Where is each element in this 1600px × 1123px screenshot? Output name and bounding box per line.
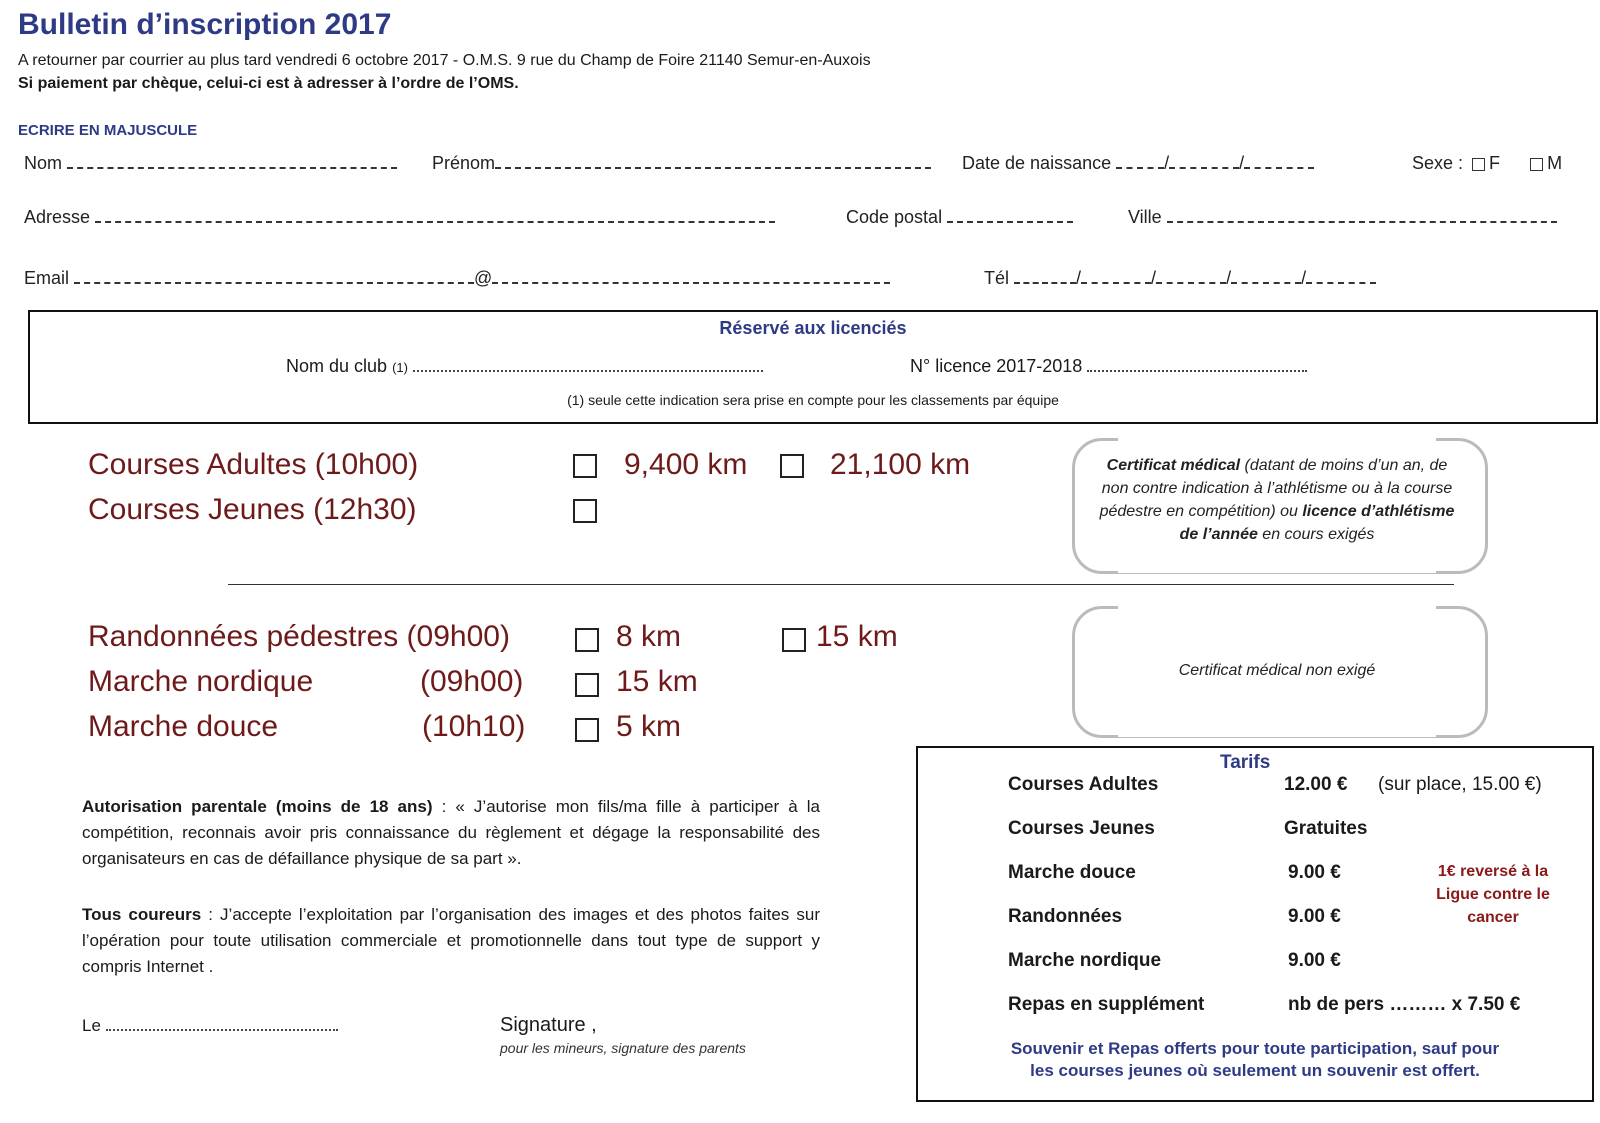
cert-line4-rest: en cours exigés xyxy=(1257,526,1375,543)
licence-number-field[interactable] xyxy=(910,356,1307,377)
page-title: Bulletin d’inscription 2017 xyxy=(18,8,392,41)
date-slash-1: / xyxy=(1164,153,1170,173)
tarifs-box xyxy=(916,746,1594,1102)
nom-line[interactable] xyxy=(67,153,397,169)
sexe-label: Sexe : xyxy=(1412,153,1464,173)
cert-line4-bold: de l’année xyxy=(1179,526,1258,543)
offer-note xyxy=(918,1038,1592,1082)
cert-required-text xyxy=(1082,454,1472,546)
adultes-9km-label: 9,400 km xyxy=(624,448,748,481)
courses-jeunes-label: Courses Jeunes (12h30) xyxy=(88,493,417,526)
tarifs-title: Tarifs xyxy=(1220,752,1271,773)
adresse-field[interactable] xyxy=(24,207,775,228)
autorisation-paragraph xyxy=(82,794,820,872)
cert-line3-a: pédestre en compétition) ou xyxy=(1099,503,1303,520)
offer-line-1: Souvenir et Repas offerts pour toute participation, sauf pour xyxy=(1010,1039,1500,1058)
rando-label: Randonnées pédestres (09h00) xyxy=(88,620,510,653)
adresse-label: Adresse xyxy=(24,207,91,227)
date-naissance-field[interactable] xyxy=(962,153,1314,174)
coureurs-text: : J’accepte l’exploitation par l’organisation des images et des photos faites sur l’opération pour toute utilisation commerciale et promotionnelle dans tout type de support y compris Internet . xyxy=(82,905,820,976)
club-label: Nom du club xyxy=(286,356,388,376)
prenom-line[interactable] xyxy=(495,153,931,169)
autorisation-bold: Autorisation parentale (moins de 18 ans) xyxy=(82,797,433,816)
jeunes-checkbox[interactable] xyxy=(573,499,597,523)
rando-15km-checkbox[interactable] xyxy=(782,628,806,652)
tel-line-3[interactable] xyxy=(1156,268,1226,284)
tarif-nordique-label: Marche nordique xyxy=(1008,950,1162,971)
date-signature-field[interactable] xyxy=(82,1016,338,1036)
tarif-jeunes-label: Courses Jeunes xyxy=(1008,818,1155,839)
tarif-adultes-price: 12.00 € xyxy=(1284,774,1348,795)
tel-line-2[interactable] xyxy=(1081,268,1151,284)
cert-line1-rest: (datant de moins d’un an, de xyxy=(1240,457,1448,474)
code-postal-field[interactable] xyxy=(846,207,1073,228)
ville-field[interactable] xyxy=(1128,207,1557,228)
signature-note: pour les mineurs, signature des parents xyxy=(500,1040,746,1056)
tarif-nordique-price: 9.00 € xyxy=(1288,950,1341,971)
prenom-field[interactable] xyxy=(432,153,931,174)
ligue-note xyxy=(1418,860,1568,929)
offer-line-2: les courses jeunes où seulement un souvenir est offert. xyxy=(1030,1061,1480,1080)
tel-label: Tél xyxy=(984,268,1010,288)
email-label: Email xyxy=(24,268,70,288)
email-field[interactable] xyxy=(24,268,890,289)
adultes-21km-checkbox[interactable] xyxy=(780,454,804,478)
adultes-9km-checkbox[interactable] xyxy=(573,454,597,478)
douce-5km-label: 5 km xyxy=(616,710,682,743)
tarif-rando-label: Randonnées xyxy=(1008,906,1123,927)
rando-8km-checkbox[interactable] xyxy=(575,628,599,652)
licence-box xyxy=(28,310,1598,424)
ligue-line-2: Ligue contre le xyxy=(1436,886,1550,903)
tarif-douce-price: 9.00 € xyxy=(1288,862,1341,883)
tarif-jeunes-price: Gratuites xyxy=(1284,818,1368,839)
section-divider xyxy=(228,584,1454,585)
date-naissance-label: Date de naissance xyxy=(962,153,1112,173)
date-slash-2: / xyxy=(1239,153,1245,173)
code-postal-line[interactable] xyxy=(947,207,1073,223)
tarif-repas-price[interactable]: nb de pers ……… x 7.50 € xyxy=(1288,994,1521,1015)
date-year-line[interactable] xyxy=(1244,153,1314,169)
adresse-line[interactable] xyxy=(95,207,775,223)
email-domain-line[interactable] xyxy=(492,268,890,284)
club-field[interactable] xyxy=(286,356,763,377)
ville-label: Ville xyxy=(1128,207,1162,227)
return-info: A retourner par courrier au plus tard vendredi 6 octobre 2017 - O.M.S. 9 rue du Champ de Foire 21140 Semur-en-Auxois xyxy=(18,52,871,69)
cert-not-required-text: Certificat médical non exigé xyxy=(1178,662,1376,679)
tel-field[interactable] xyxy=(984,268,1376,289)
ville-line[interactable] xyxy=(1167,207,1557,223)
sexe-m-label: M xyxy=(1547,153,1563,173)
autorisation-text: : « J’autorise mon fils/ma fille à participer à la compétition, reconnais avoir pris connaissance du règlement et dégage la responsabilité des organisateurs en cas de défaillance physique de sa part ». xyxy=(82,797,820,868)
tel-line-4[interactable] xyxy=(1231,268,1301,284)
licence-number-dots[interactable] xyxy=(1087,358,1307,372)
tel-slash-4: / xyxy=(1301,268,1307,288)
sexe-f-checkbox[interactable] xyxy=(1472,158,1485,171)
tarif-repas-label: Repas en supplément xyxy=(1008,994,1205,1015)
nordique-15km-checkbox[interactable] xyxy=(575,673,599,697)
tel-slash-1: / xyxy=(1076,268,1082,288)
douce-5km-checkbox[interactable] xyxy=(575,718,599,742)
ligue-line-1: 1€ reversé à la xyxy=(1437,863,1549,880)
adultes-21km-label: 21,100 km xyxy=(830,448,971,481)
tarif-adultes-extra: (sur place, 15.00 €) xyxy=(1378,774,1542,795)
club-note-marker: (1) xyxy=(392,360,408,375)
rando-15km-label: 15 km xyxy=(816,620,898,653)
cert-bold-1: Certificat médical xyxy=(1106,457,1241,474)
licence-footnote: (1) seule cette indication sera prise en compte pour les classements par équipe xyxy=(567,392,1059,408)
tel-slash-3: / xyxy=(1226,268,1232,288)
courses-adultes-label: Courses Adultes (10h00) xyxy=(88,448,419,481)
signature-label: Signature , xyxy=(500,1014,597,1036)
tel-slash-2: / xyxy=(1151,268,1157,288)
nom-field[interactable] xyxy=(24,153,397,174)
nordique-15km-label: 15 km xyxy=(616,665,698,698)
prenom-label: Prénom xyxy=(432,153,496,173)
coureurs-bold: Tous coureurs xyxy=(82,905,202,924)
date-day-line[interactable] xyxy=(1116,153,1164,169)
cert-line2: non contre indication à l’athlétisme ou à la course xyxy=(1101,480,1453,497)
licence-number-label: N° licence 2017-2018 xyxy=(910,356,1083,376)
nordique-label: Marche nordique xyxy=(88,665,314,698)
cert-line3-bold: licence d’athlétisme xyxy=(1302,503,1455,520)
douce-time: (10h10) xyxy=(422,710,526,743)
tarif-douce-label: Marche douce xyxy=(1008,862,1136,883)
nom-label: Nom xyxy=(24,153,63,173)
sexe-field xyxy=(1412,153,1562,174)
email-at: @ xyxy=(474,268,493,288)
capitals-note: ECRIRE EN MAJUSCULE xyxy=(18,122,198,139)
cheque-info: Si paiement par chèque, celui-ci est à adresser à l’ordre de l’OMS. xyxy=(18,75,519,92)
sexe-f-label: F xyxy=(1489,153,1501,173)
rando-8km-label: 8 km xyxy=(616,620,682,653)
ligue-line-3: cancer xyxy=(1467,909,1519,926)
douce-label: Marche douce xyxy=(88,710,279,743)
coureurs-paragraph xyxy=(82,902,820,980)
nordique-time: (09h00) xyxy=(420,665,524,698)
date-month-line[interactable] xyxy=(1169,153,1239,169)
code-postal-label: Code postal xyxy=(846,207,943,227)
le-dots[interactable] xyxy=(106,1017,338,1031)
tarif-adultes-label: Courses Adultes xyxy=(1008,774,1159,795)
club-dots[interactable] xyxy=(413,358,763,372)
tel-line-1[interactable] xyxy=(1014,268,1076,284)
licence-title: Réservé aux licenciés xyxy=(719,318,907,338)
le-label: Le xyxy=(82,1016,101,1035)
tarif-rando-price: 9.00 € xyxy=(1288,906,1341,927)
tel-line-5[interactable] xyxy=(1306,268,1376,284)
sexe-m-checkbox[interactable] xyxy=(1530,158,1543,171)
email-user-line[interactable] xyxy=(74,268,474,284)
